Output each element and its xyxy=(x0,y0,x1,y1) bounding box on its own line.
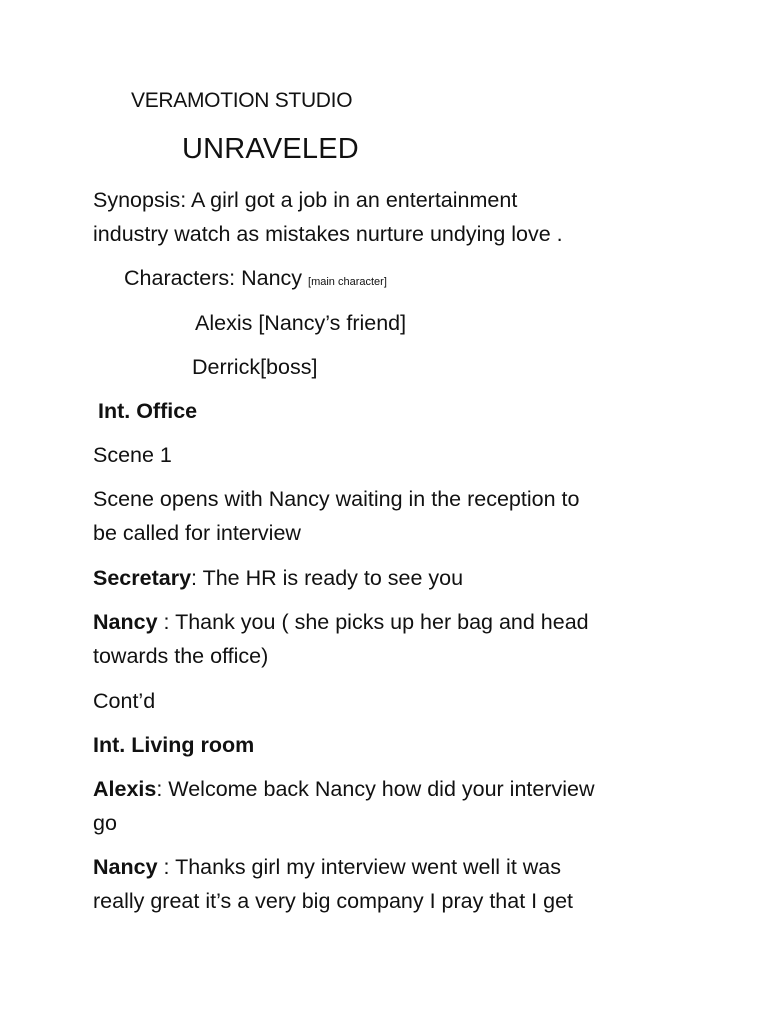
scene-description-line-1: Scene opens with Nancy waiting in the reception to xyxy=(93,487,580,511)
dialogue-text-continued: go xyxy=(93,811,117,835)
speaker-secretary: Secretary xyxy=(93,566,192,590)
scene-description-line-2: be called for interview xyxy=(93,521,301,545)
script-title: UNRAVELED xyxy=(182,133,359,165)
main-character-note: [main character] xyxy=(308,276,387,288)
dialogue-alexis xyxy=(93,772,693,840)
character-derrick: Derrick[boss] xyxy=(192,355,318,379)
setting-office: Int. Office xyxy=(98,399,198,423)
dialogue-text: : Thanks girl my interview went well it was xyxy=(157,855,561,879)
character-alexis: Alexis [Nancy’s friend] xyxy=(195,311,407,335)
dialogue-secretary xyxy=(93,561,693,595)
dialogue-text: : The HR is ready to see you xyxy=(191,566,464,590)
setting-living-room: Int. Living room xyxy=(93,733,255,757)
speaker-alexis: Alexis xyxy=(93,777,157,801)
synopsis-line-1: Synopsis: A girl got a job in an entertainment xyxy=(93,188,518,212)
characters-label: Characters: Nancy xyxy=(124,266,303,290)
dialogue-text-continued: really great it’s a very big company I pray that I get xyxy=(93,889,574,913)
synopsis xyxy=(93,183,693,251)
speaker-nancy: Nancy xyxy=(93,610,158,634)
scene-description xyxy=(93,482,693,550)
continued-label: Cont’d xyxy=(93,689,156,713)
synopsis-line-2: industry watch as mistakes nurture undying love . xyxy=(93,222,563,246)
dialogue-nancy-2 xyxy=(93,850,693,918)
dialogue-text-continued: towards the office) xyxy=(93,644,269,668)
dialogue-text: : Welcome back Nancy how did your interview xyxy=(156,777,595,801)
scene-label: Scene 1 xyxy=(93,443,172,467)
dialogue-nancy-1 xyxy=(93,605,693,673)
studio-name: VERAMOTION STUDIO xyxy=(131,89,353,112)
characters-heading xyxy=(124,261,724,299)
dialogue-text: : Thank you ( she picks up her bag and head xyxy=(157,610,589,634)
speaker-nancy: Nancy xyxy=(93,855,158,879)
